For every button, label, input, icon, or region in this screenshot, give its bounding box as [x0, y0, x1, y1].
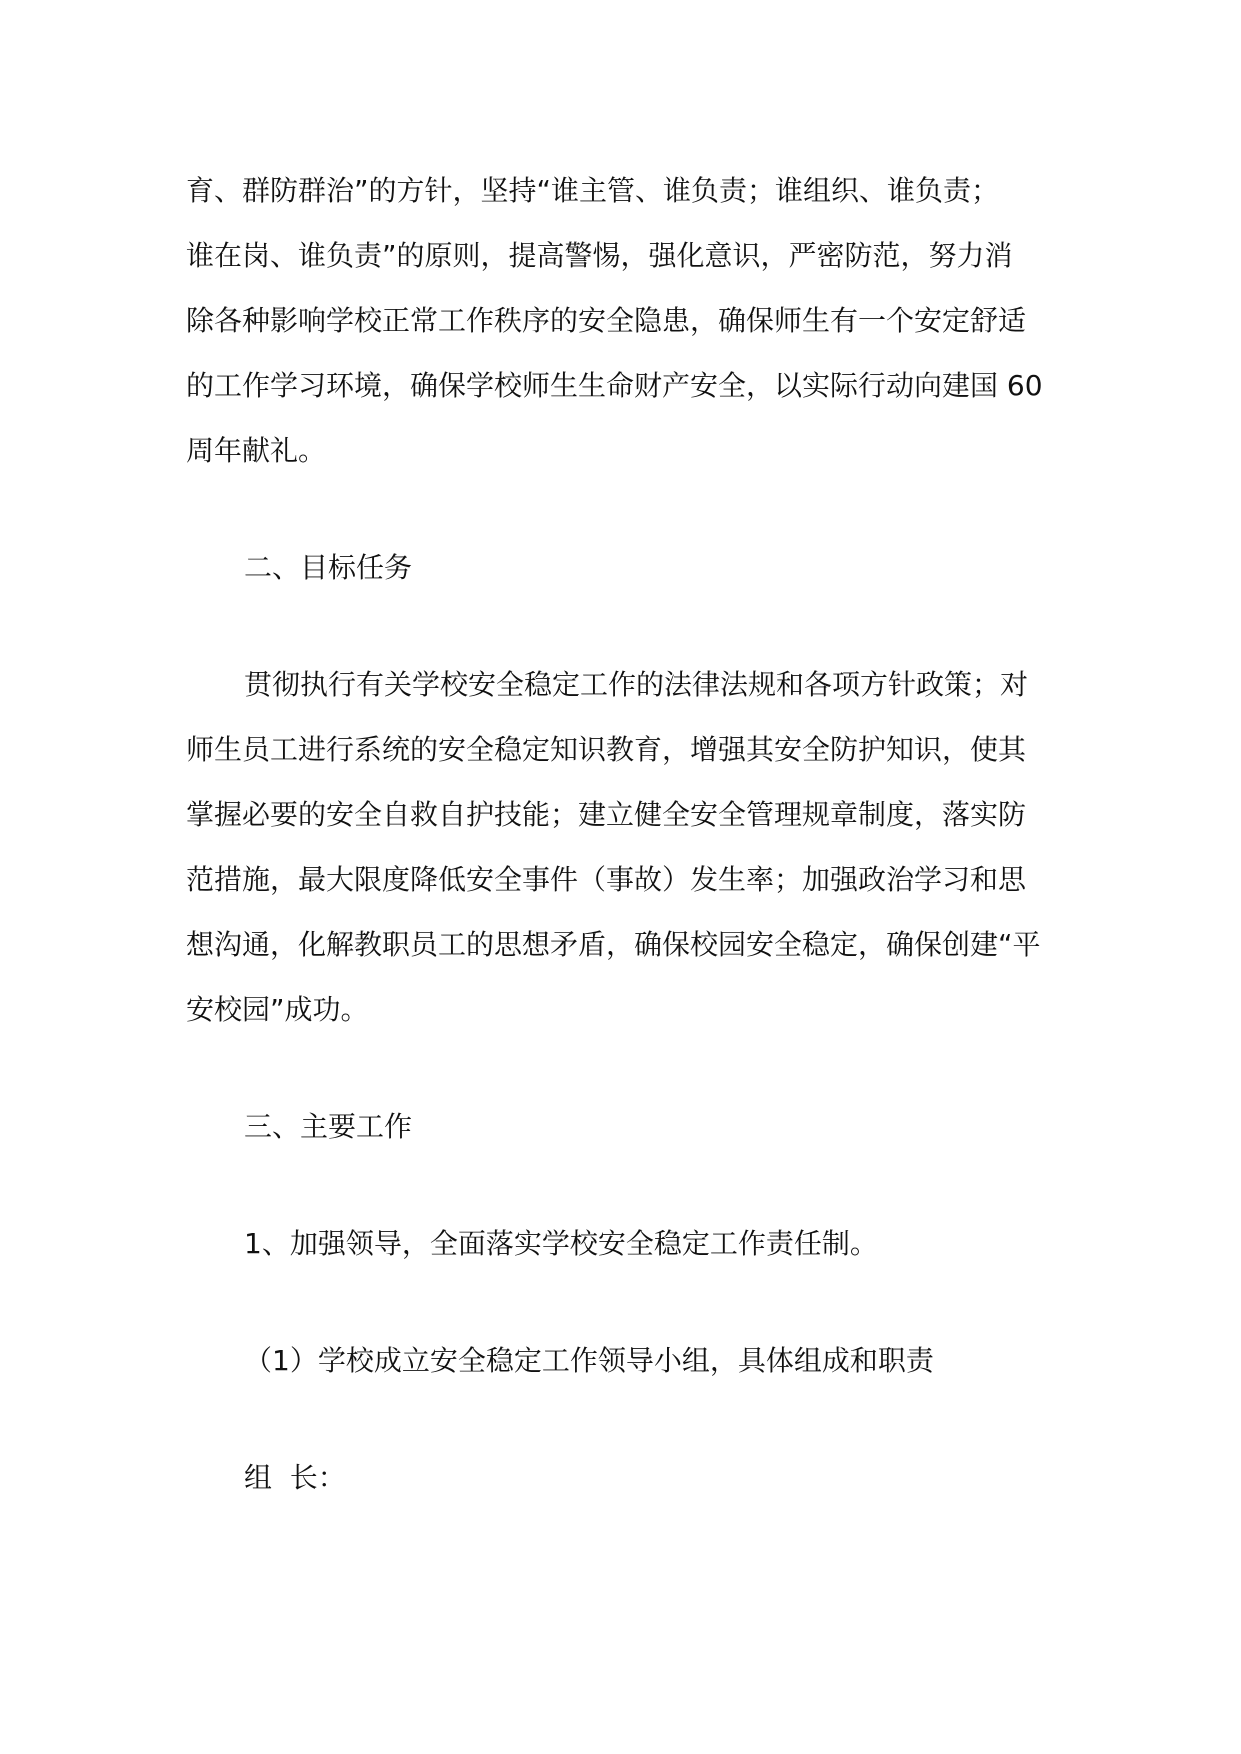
text-line: 谁在岗、谁负责”的原则，提高警惕，强化意识，严密防范，努力消	[186, 239, 1013, 272]
text-line: 范措施，最大限度降低安全事件（事故）发生率；加强政治学习和思	[186, 863, 1027, 896]
group-leader-label: 组 长：	[244, 1461, 346, 1494]
text-line: 贯彻执行有关学校安全稳定工作的法律法规和各项方针政策；对	[244, 668, 1029, 701]
text-line: 安校园”成功。	[186, 993, 369, 1026]
text-line: 想沟通，化解教职员工的思想矛盾，确保校园安全稳定，确保创建“平	[186, 928, 1041, 961]
item-strengthen-leadership: 1、加强领导，全面落实学校安全稳定工作责任制。	[244, 1227, 878, 1260]
section-heading-goals: 二、目标任务	[244, 551, 413, 584]
text-line: 掌握必要的安全自救自护技能；建立健全安全管理规章制度，落实防	[186, 798, 1027, 831]
text-line: 除各种影响学校正常工作秩序的安全隐患，确保师生有一个安定舒适	[186, 304, 1027, 337]
section-heading-main-work: 三、主要工作	[244, 1110, 413, 1143]
document-body	[186, 158, 1066, 1510]
paragraph-goals	[186, 652, 1066, 1042]
text-line: 的工作学习环境，确保学校师生生命财产安全，以实际行动向建国 60	[186, 369, 1043, 402]
text-line: 周年献礼。	[186, 434, 327, 467]
text-line: 师生员工进行系统的安全稳定知识教育，增强其安全防护知识，使其	[186, 733, 1027, 766]
text-line: 育、群防群治”的方针，坚持“谁主管、谁负责；谁组织、谁负责；	[186, 174, 1000, 207]
item-leadership-group: （1）学校成立安全稳定工作领导小组，具体组成和职责	[244, 1344, 934, 1377]
paragraph-policy-continuation	[186, 158, 1066, 483]
